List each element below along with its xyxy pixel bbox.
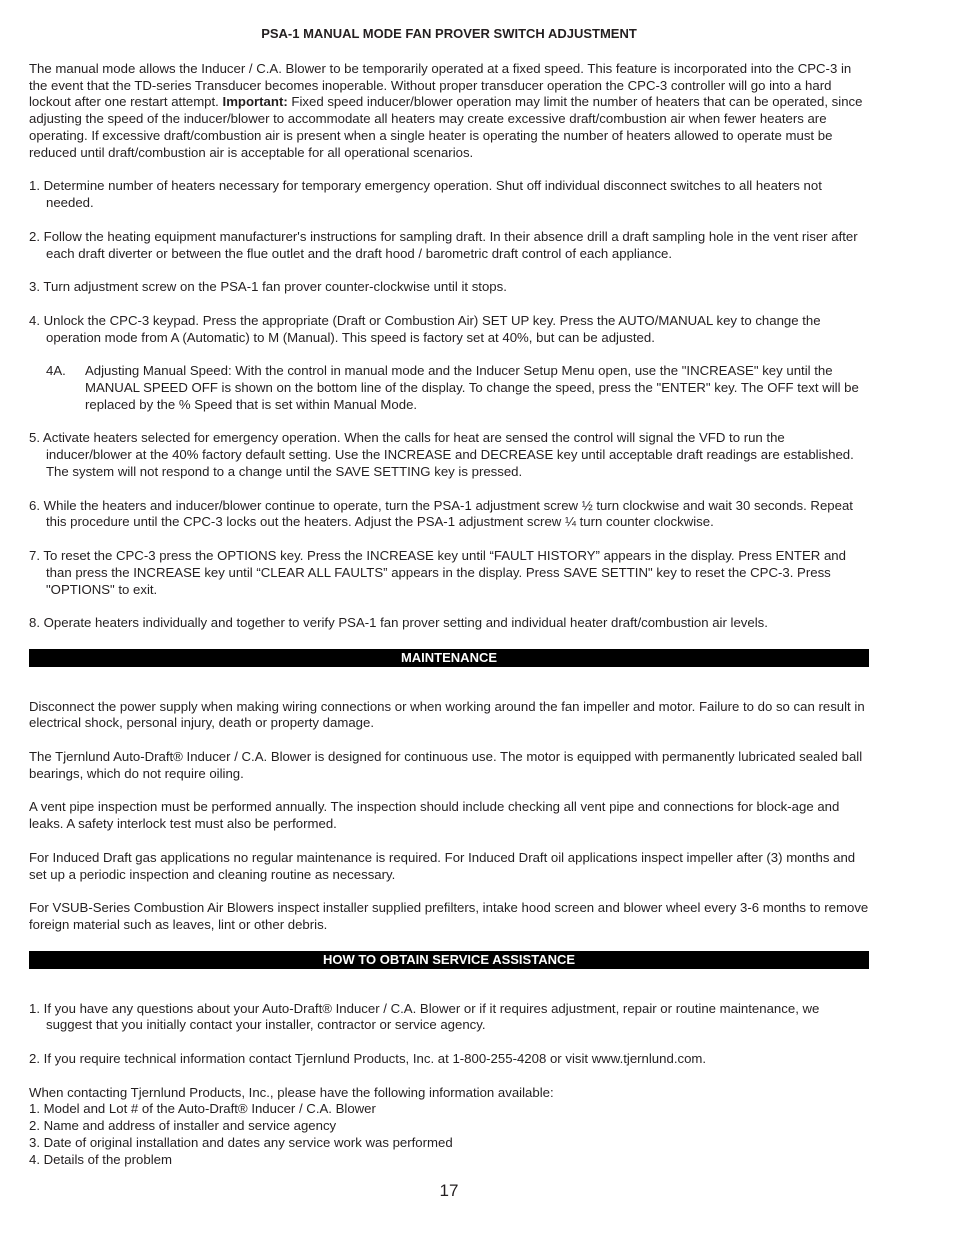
step-2: 2. Follow the heating equipment manufacturer's instructions for sampling draft. In their absence drill a draft sampling hole in the vent riser after each draft diverter or between the flue outlet and the draft hood / barometric draft control of each appliance. — [29, 228, 858, 261]
step-1: 1. Determine number of heaters necessary for temporary emergency operation. Shut off individual disconnect switches to all heaters not needed. — [29, 178, 822, 211]
maintenance-paragraph: For VSUB-Series Combustion Air Blowers inspect installer supplied prefilters, intake hood screen and blower wheel every 3-6 months to remove foreign material such as leaves, lint or other debris. — [29, 900, 869, 933]
service-item-1: 1. If you have any questions about your Auto-Draft® Inducer / C.A. Blower or if it requires adjustment, repair or routine maintenance, we suggest that you initially contact your installer, contractor or service agency. — [29, 1000, 820, 1033]
service-header: HOW TO OBTAIN SERVICE ASSISTANCE — [29, 951, 869, 969]
intro-important: Important: — [222, 94, 288, 110]
step-7: 7. To reset the CPC-3 press the OPTIONS key. Press the INCREASE key until “FAULT HISTORY” appears in the display. Press ENTER and than press the INCREASE key until “CLEAR ALL FAULTS” appears in the display. Press SAVE SETTIN" key to reset the CPC-3. Press "OPTIONS" to exit. — [29, 547, 846, 597]
step-4: 4. Unlock the CPC-3 keypad. Press the appropriate (Draft or Combustion Air) SET UP key. Press the AUTO/MANUAL key to change the operation mode from A (Automatic) to M (Manual). This speed is factory set at 40%, but can be adjusted. — [29, 312, 821, 345]
service-item-2: 2. If you require technical information contact Tjernlund Products, Inc. at 1-800-255-4208 or visit www.tjernlund.com. — [29, 1051, 707, 1067]
step-5: 5. Activate heaters selected for emergency operation. When the calls for heat are sensed the control will signal the VFD to run the inducer/blower at the 40% factory default setting. Use the INCREASE and DECREASE key until acceptable draft readings are established. The system will not respond to a change until the SAVE SETTING key is pressed. — [29, 430, 854, 479]
intro-text-a: The manual mode allows the Inducer / C.A. Blower to be temporarily operated at a fixed speed. This feature is incorporated into the CPC-3 in the event that the TD-series Transducer becomes inoperable. Without proper transducer operation the CPC-3 controller will go into a hard lockout after one restart attempt. — [29, 60, 852, 110]
step-8: 8. Operate heaters individually and together to verify PSA-1 fan prover setting and individual heater draft/combustion air levels. — [29, 615, 768, 631]
maintenance-paragraph: For Induced Draft gas applications no regular maintenance is required. For Induced Draft oil applications inspect impeller after (3) months and set up a periodic inspection and cleaning routine as necessary. — [29, 849, 856, 882]
page-number: 17 — [439, 1181, 459, 1200]
maintenance-paragraph: A vent pipe inspection must be performed annually. The inspection should include checking all vent pipe and connections for block-age and leaks. A safety interlock test must also be performed. — [29, 799, 840, 832]
contact-list-item: 4. Details of the problem — [29, 1151, 172, 1167]
intro-text-b: Fixed speed inducer/blower operation may limit the number of heaters that can be operated, since adjusting the speed of the inducer/blower to accommodate all heaters may create excessive draft/combustion air when fewer heaters are operating. If excessive draft/combustion air is present when a single heater is operating the number of heaters allowed to operate must be reduced until draft/combustion air is acceptable for all operational scenarios. — [29, 94, 863, 160]
step-6: 6. While the heaters and inducer/blower continue to operate, turn the PSA-1 adjustment screw ½ turn clockwise and wait 30 seconds. Repeat this procedure until the CPC-3 locks out the heaters. Adjust the PSA-1 adjustment screw ¼ turn counter clockwise. — [29, 497, 853, 530]
contact-list-item: 2. Name and address of installer and service agency — [29, 1118, 337, 1134]
maintenance-paragraph: Disconnect the power supply when making wiring connections or when working around the fan impeller and motor. Failure to do so can result in electrical shock, personal injury, death or property damage. — [29, 698, 865, 731]
contact-list-item: 3. Date of original installation and dates any service work was performed — [29, 1135, 453, 1151]
step-4a-label: 4A. — [46, 363, 66, 379]
step-4a — [29, 346, 869, 413]
step-3: 3. Turn adjustment screw on the PSA-1 fan prover counter-clockwise until it stops. — [29, 279, 507, 295]
maintenance-paragraph: The Tjernlund Auto-Draft® Inducer / C.A. Blower is designed for continuous use. The motor is equipped with permanently lubricated sealed ball bearings, which do not require oiling. — [29, 749, 863, 781]
contact-intro: When contacting Tjernlund Products, Inc., please have the following information available: — [29, 1084, 554, 1100]
page-title: PSA-1 MANUAL MODE FAN PROVER SWITCH ADJUSTMENT — [261, 26, 637, 41]
maintenance-header: MAINTENANCE — [29, 649, 869, 667]
intro-paragraph — [29, 61, 869, 162]
contact-list-item: 1. Model and Lot # of the Auto-Draft® Inducer / C.A. Blower — [29, 1101, 376, 1117]
contact-list — [29, 1101, 869, 1168]
document-page — [29, 26, 869, 1169]
step-4a-text: Adjusting Manual Speed: With the control in manual mode and the Inducer Setup Menu open, use the "INCREASE" key until the MANUAL SPEED OFF is shown on the bottom line of the display. To change the speed, press the "ENTER" key. The OFF text will be replaced by the % Speed that is set within Manual Mode. — [85, 363, 859, 412]
